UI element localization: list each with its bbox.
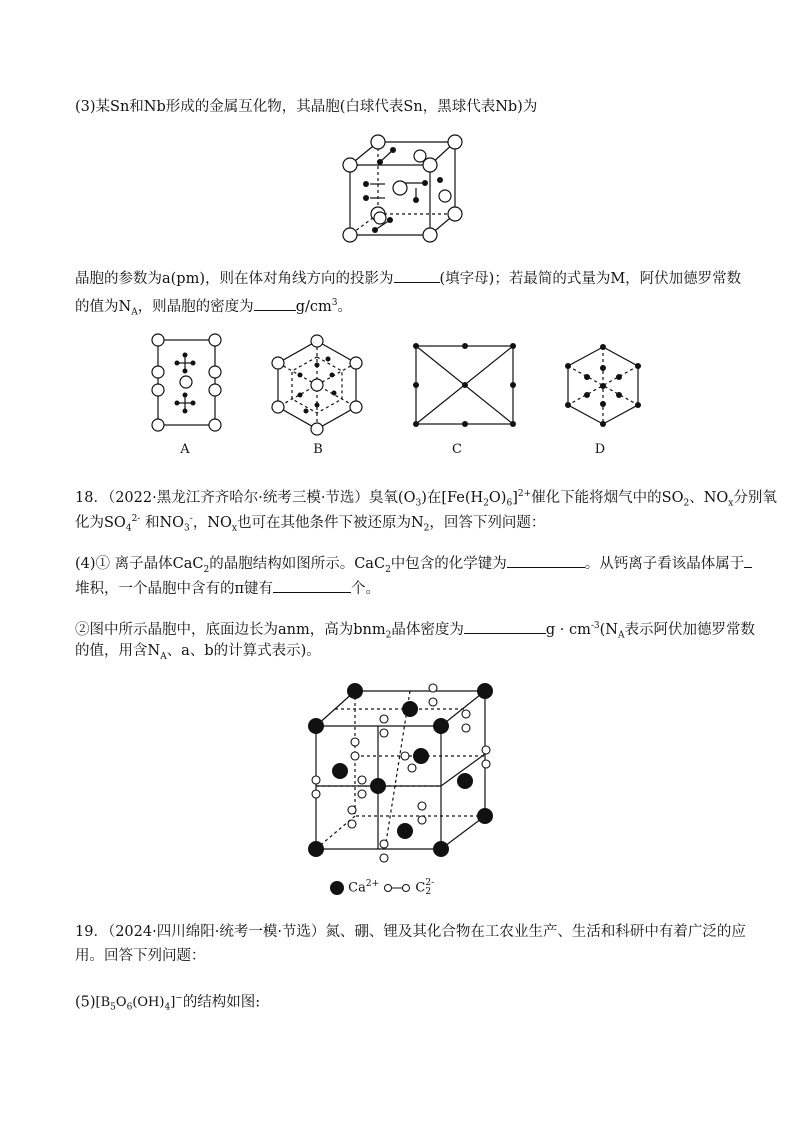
answer-blank-packing[interactable] [744,553,752,568]
option-c-label[interactable]: C [452,442,462,457]
borate-ion-formula: $[B_5O_6(OH)_4]^-$ [95,994,183,1013]
q19-line2: 用。回答下列问题： [75,948,206,964]
q18-line2: 化为$SO_4^{2-}$ 和$NO_3^-$，$NO_x$也可在其他条件下被还原为$N_2$，回答下列问题： [75,514,546,534]
cac2-legend: $Ca^{2+}$ C2- 2 [330,875,434,897]
option-a-label[interactable]: A [180,442,190,457]
option-d-projection [563,343,643,428]
q3-line3: 的值为$N_A$，则晶胞的密度为 $g/cm^3$。 [75,293,352,323]
q18-part4-2-line1: ②图中所示晶胞中，底面边长为anm，高为bnm$_2$晶体密度为 $g \cdot cm^{-3}(N_A$表示阿伏加德罗常数 [75,616,755,646]
q19-line1: 19．（2024·四川绵阳·统考一模·节选）氮、硼、锂及其化合物在工农业生产、生活和科研中有着广泛的应 [75,924,746,940]
option-b-projection [270,335,365,435]
answer-blank-crystal-density[interactable] [464,619,546,634]
q18-part4-2-line2: 的值，用含$N_A$、a、b的计算式表示)。 [75,643,321,662]
answer-blank-projection[interactable] [394,268,440,283]
option-a-projection [145,335,225,430]
answer-blank-density[interactable] [254,296,296,311]
q18-part4-line2: 堆积，一个晶胞中含有的π键有 个。 [75,578,380,599]
q3-line1: (3)某Sn和Nb形成的金属互化物，其晶胞(白球代表Sn，黑球代表Nb)为 [75,99,538,115]
q18-line1: 18．（2022·黑龙江齐齐哈尔·统考三模·节选）臭氧$(O_3)$在$[Fe(H_2O)_6]^{2+}$催化下能将烟气中的$SO_2$、$NO_x$分别氧 [75,489,777,509]
c2-ion-legend-icon [383,883,411,893]
q3-line2: 晶胞的参数为a(pm)，则在体对角线方向的投影为 (填字母)；若最简的式量为M，阿伏加德罗常数 [75,268,741,289]
q19-part5: $(5)[B_5O_6(OH)_4]^-$的结构如图: [75,994,261,1013]
answer-blank-bond-type[interactable] [507,553,585,568]
option-b-label[interactable]: B [313,442,323,457]
q18-part4-line1: (4)① 离子晶体CaC$_2$的晶胞结构如图所示。CaC$_2$中包含的化学键为 。从钙离子看该晶体属于 [75,553,752,580]
cac2-unit-cell-figure [300,676,505,861]
option-c-projection [410,340,520,430]
ca-ion-legend-icon [330,881,344,895]
option-d-label[interactable]: D [594,442,606,457]
sn-nb-unit-cell-figure [330,130,480,250]
answer-blank-pi-bonds[interactable] [273,578,351,593]
